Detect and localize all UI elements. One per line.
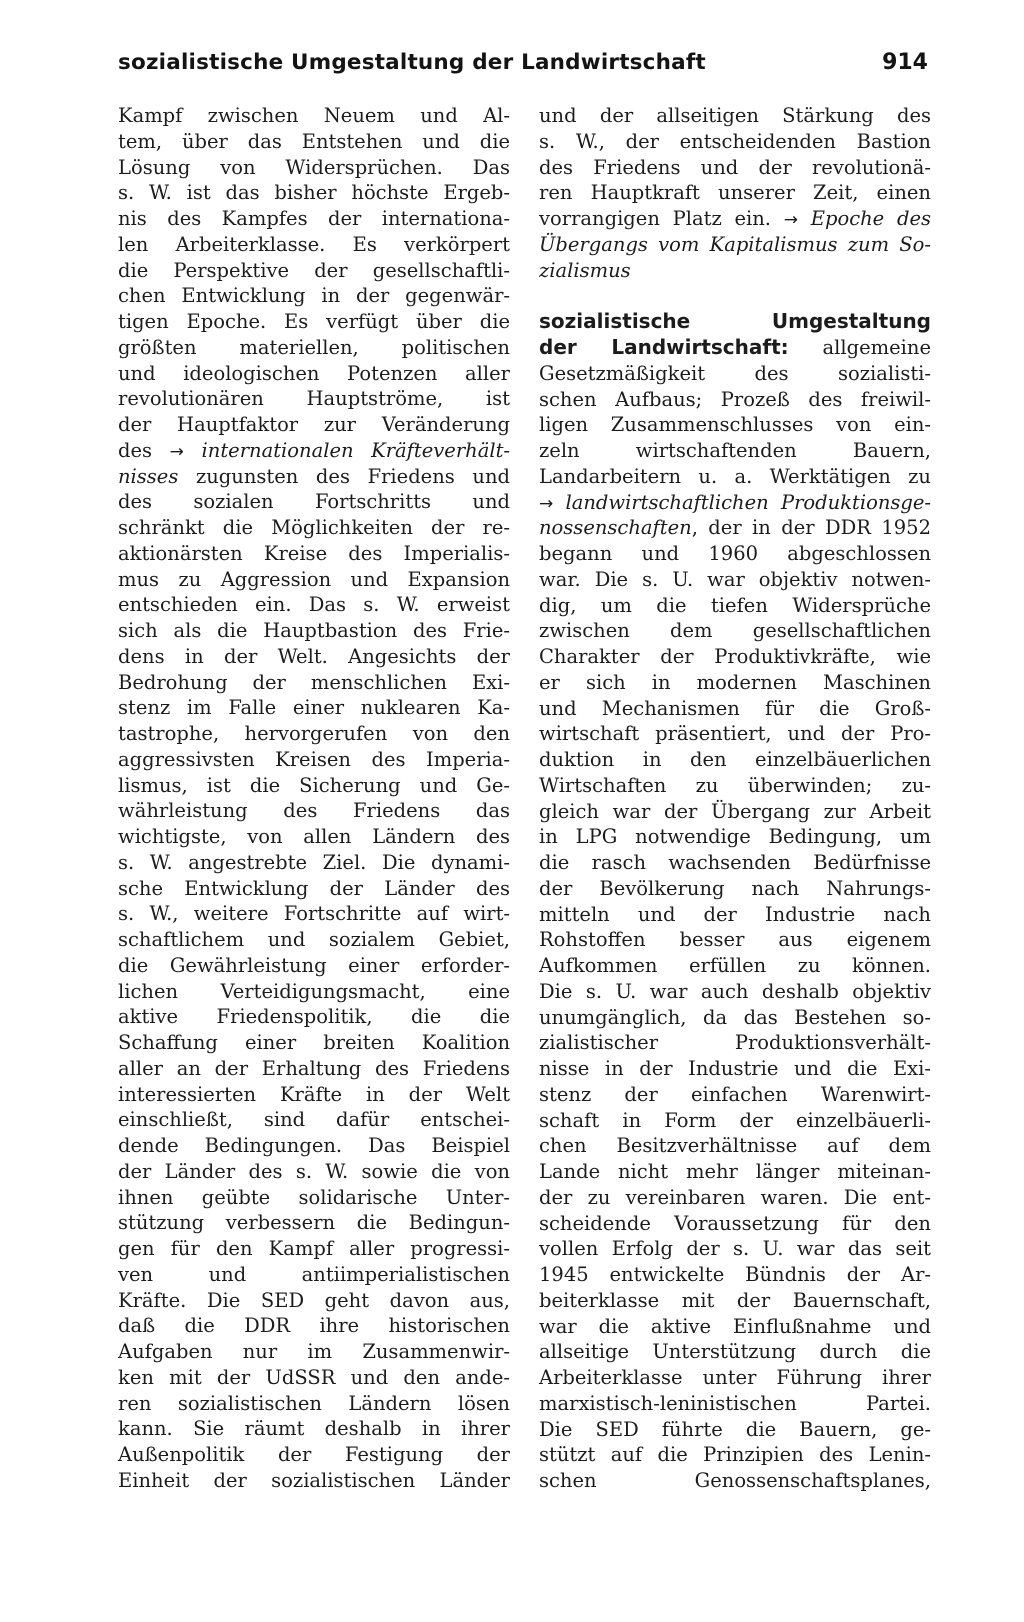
text-run: zugunsten des Friedens und	[178, 464, 510, 488]
text-line: lismus, ist die Sicherung und Ge-	[118, 773, 510, 797]
text-line: und ideologischen Potenzen aller	[118, 361, 510, 385]
text-line: begann und 1960 abgeschlossen	[539, 542, 931, 565]
text-line: daß die DDR ihre historischen	[118, 1314, 510, 1338]
text-line: marxistisch-leninistischen Partei.	[539, 1391, 931, 1415]
text-line: der zu vereinbaren waren. Die ent-	[539, 1185, 931, 1209]
text-line: Rohstoffen besser aus eigenem	[539, 928, 931, 952]
text-run: , der in der DDR 1952	[691, 516, 931, 540]
text-run: allgemeine	[788, 336, 932, 359]
text-line: aktionärsten Kreise des Imperialis-	[118, 541, 510, 565]
text-line	[539, 335, 931, 361]
text-line: ligen Zusammenschlusses von ein-	[539, 413, 931, 437]
text-line: interessierten Kräfte in der Welt	[118, 1082, 510, 1106]
text-line: zwischen dem gesellschaftlichen	[539, 619, 931, 643]
text-line: der Bevölkerung nach Nahrungs-	[539, 876, 931, 900]
text-line: scheidende Voraussetzung für den	[539, 1211, 931, 1235]
text-line: mus zu Aggression und Expansion	[118, 567, 510, 591]
text-line: beiterklasse mit der Bauernschaft,	[539, 1288, 931, 1312]
text-line	[539, 515, 931, 541]
text-line: schen Aufbaus; Prozeß des freiwil-	[539, 387, 931, 411]
text-line	[539, 258, 931, 284]
text-line	[539, 490, 931, 516]
text-line: Arbeiterklasse unter Führung ihrer	[539, 1366, 931, 1389]
text-line	[118, 438, 510, 464]
running-head: sozialistische Umgestaltung der Landwirtschaft	[118, 50, 706, 75]
text-line: einschließt, sind dafür entschei-	[118, 1108, 510, 1132]
cross-reference: nossenschaften	[539, 516, 692, 540]
text-line: in LPG notwendige Bedingung, um	[539, 825, 931, 849]
entry-headword: sozialistische Umgestaltung	[539, 309, 931, 334]
text-line: duktion in den einzelbäuerlichen	[539, 748, 931, 771]
text-line: zialistischer Produktionsverhält-	[539, 1031, 931, 1055]
text-line: tigen Epoche. Es verfügt über die	[118, 310, 510, 333]
text-line: mitteln und der Industrie nach	[539, 902, 931, 926]
text-line: stützt auf die Prinzipien des Lenin-	[539, 1443, 931, 1467]
text-line: stenz im Falle einer nuklearen Ka-	[118, 696, 510, 720]
left-column	[118, 103, 510, 1494]
text-line: schen Genossenschaftsplanes,	[539, 1469, 931, 1492]
text-line: er sich in modernen Maschinen	[539, 670, 931, 694]
text-line: zeln wirtschaftenden Bauern,	[539, 439, 931, 462]
entry-gap	[539, 283, 931, 309]
text-line: sche Entwicklung der Länder des	[118, 876, 510, 900]
text-line: schaftlichem und sozialem Gebiet,	[118, 928, 510, 951]
text-run: vorrangigen Platz ein.	[539, 207, 784, 230]
text-line: Aufgaben nur im Zusammenwir-	[118, 1340, 510, 1363]
text-line: Die SED führte die Bauern, ge-	[539, 1417, 931, 1441]
text-line: Kampf zwischen Neuem und Al-	[118, 104, 510, 127]
text-line	[539, 206, 931, 232]
text-line: gleich war der Übergang zur Arbeit	[539, 799, 931, 823]
text-line: der Länder des s. W. sowie die von	[118, 1159, 510, 1183]
text-line: war die aktive Einflußnahme und	[539, 1314, 931, 1338]
text-line: chen Besitzverhältnisse auf dem	[539, 1134, 931, 1158]
text-line: die Gewährleistung einer erforder-	[118, 953, 510, 977]
text-line: aktive Friedenspolitik, die die	[118, 1005, 510, 1029]
text-line: Die s. U. war auch deshalb objektiv	[539, 979, 931, 1003]
text-line: ven und antiimperialistischen	[118, 1262, 510, 1286]
text-line: der Hauptfaktor zur Veränderung	[118, 413, 510, 436]
text-line: s. W. ist das bisher höchste Ergeb-	[118, 181, 510, 205]
text-line: des Friedens und der revolutionä-	[539, 155, 931, 179]
text-line: Außenpolitik der Festigung der	[118, 1443, 510, 1466]
text-line: wichtigste, von allen Ländern des	[118, 825, 510, 848]
text-run: des	[118, 438, 170, 462]
text-line: Wirtschaften zu überwinden; zu-	[539, 773, 931, 797]
cross-reference: Epoche des	[798, 207, 931, 230]
text-line: s. W. angestrebte Ziel. Die dynami-	[118, 850, 510, 874]
text-line: ken mit der UdSSR und den ande-	[118, 1365, 510, 1389]
text-line: ren sozialistischen Ländern lösen	[118, 1391, 510, 1415]
text-line: stützung verbessern die Bedingun-	[118, 1211, 510, 1235]
cross-reference: internationalen Kräfteverhält-	[183, 438, 510, 462]
text-line	[539, 309, 931, 335]
text-line: chen Entwicklung in der gegenwär-	[118, 284, 510, 308]
text-line: Charakter der Produktivkräfte, wie	[539, 645, 931, 668]
text-line: und Mechanismen für die Groß-	[539, 696, 931, 720]
text-line: s. W., der entscheidenden Bastion	[539, 129, 931, 153]
entry-headword: der Landwirtschaft:	[539, 335, 789, 359]
text-line: die rasch wachsenden Bedürfnisse	[539, 851, 931, 874]
text-line: größten materiellen, politischen	[118, 335, 510, 359]
text-line: Lösung von Widersprüchen. Das	[118, 155, 510, 179]
text-line: sich als die Hauptbastion des Frie-	[118, 619, 510, 642]
text-line: Lande nicht mehr länger miteinan-	[539, 1160, 931, 1183]
right-column	[539, 103, 931, 1494]
text-line: Landarbeitern u. a. Werktätigen zu	[539, 464, 931, 488]
cross-reference: zialismus	[539, 258, 631, 282]
text-line: schränkt die Möglichkeiten der re-	[118, 516, 510, 539]
text-line: tem, über das Entstehen und die	[118, 129, 510, 153]
text-line: die Perspektive der gesellschaftli-	[118, 258, 510, 282]
text-line: Aufkommen erfüllen zu können.	[539, 954, 931, 977]
text-line: lichen Verteidigungsmacht, eine	[118, 979, 510, 1003]
text-line: nis des Kampfes der internationa-	[118, 207, 510, 230]
text-line: Schaffung einer breiten Koalition	[118, 1031, 510, 1054]
text-line: ihnen geübte solidarische Unter-	[118, 1185, 510, 1209]
cross-reference-arrow-icon: →	[169, 441, 184, 462]
text-line: währleistung des Friedens das	[118, 799, 510, 823]
text-line: schaft in Form der einzelbäuerli-	[539, 1108, 931, 1132]
text-line: und der allseitigen Stärkung des	[539, 104, 931, 127]
text-line: aller an der Erhaltung des Friedens	[118, 1056, 510, 1080]
text-line: allseitige Unterstützung durch die	[539, 1340, 931, 1364]
text-line: vollen Erfolg der s. U. war das seit	[539, 1237, 931, 1261]
text-line: Gesetzmäßigkeit des sozialisti-	[539, 361, 931, 385]
text-line: Einheit der sozialistischen Länder	[118, 1468, 510, 1492]
text-line: tastrophe, hervorgerufen von den	[118, 722, 510, 745]
text-line: Kräfte. Die SED geht davon aus,	[118, 1288, 510, 1312]
cross-reference-arrow-icon: →	[539, 493, 554, 514]
text-line: dens in der Welt. Angesichts der	[118, 644, 510, 668]
cross-reference: Übergangs vom Kapitalismus zum So-	[539, 232, 931, 256]
text-line: kann. Sie räumt deshalb in ihrer	[118, 1417, 510, 1441]
text-line: dende Bedingungen. Das Beispiel	[118, 1134, 510, 1157]
cross-reference-arrow-icon: →	[783, 210, 798, 230]
text-line: des sozialen Fortschritts und	[118, 490, 510, 514]
page-number: 914	[882, 50, 928, 75]
text-line	[539, 232, 931, 258]
text-line: dig, um die tiefen Widersprüche	[539, 593, 931, 617]
text-line: gen für den Kampf aller progressi-	[118, 1237, 510, 1260]
text-line: len Arbeiterklasse. Es verkörpert	[118, 232, 510, 256]
cross-reference: nisses	[118, 464, 179, 488]
text-line: Bedrohung der menschlichen Exi-	[118, 670, 510, 694]
text-line: stenz der einfachen Warenwirt-	[539, 1082, 931, 1106]
text-line: 1945 entwickelte Bündnis der Ar-	[539, 1263, 931, 1286]
text-line: s. W., weitere Fortschritte auf wirt-	[118, 902, 510, 926]
page-header	[118, 50, 928, 84]
text-line: wirtschaft präsentiert, und der Pro-	[539, 722, 931, 746]
text-line	[118, 464, 510, 490]
text-line: revolutionären Hauptströme, ist	[118, 387, 510, 411]
cross-reference: landwirtschaftlichen Produktionsge-	[553, 490, 931, 514]
text-line: aggressivsten Kreisen des Imperia-	[118, 747, 510, 771]
text-line: unumgänglich, da das Bestehen so-	[539, 1005, 931, 1029]
text-line: war. Die s. U. war objektiv notwen-	[539, 567, 931, 591]
text-line: nisse in der Industrie und die Exi-	[539, 1057, 931, 1080]
text-line: entschieden ein. Das s. W. erweist	[118, 593, 510, 617]
text-line: ren Hauptkraft unserer Zeit, einen	[539, 181, 931, 205]
